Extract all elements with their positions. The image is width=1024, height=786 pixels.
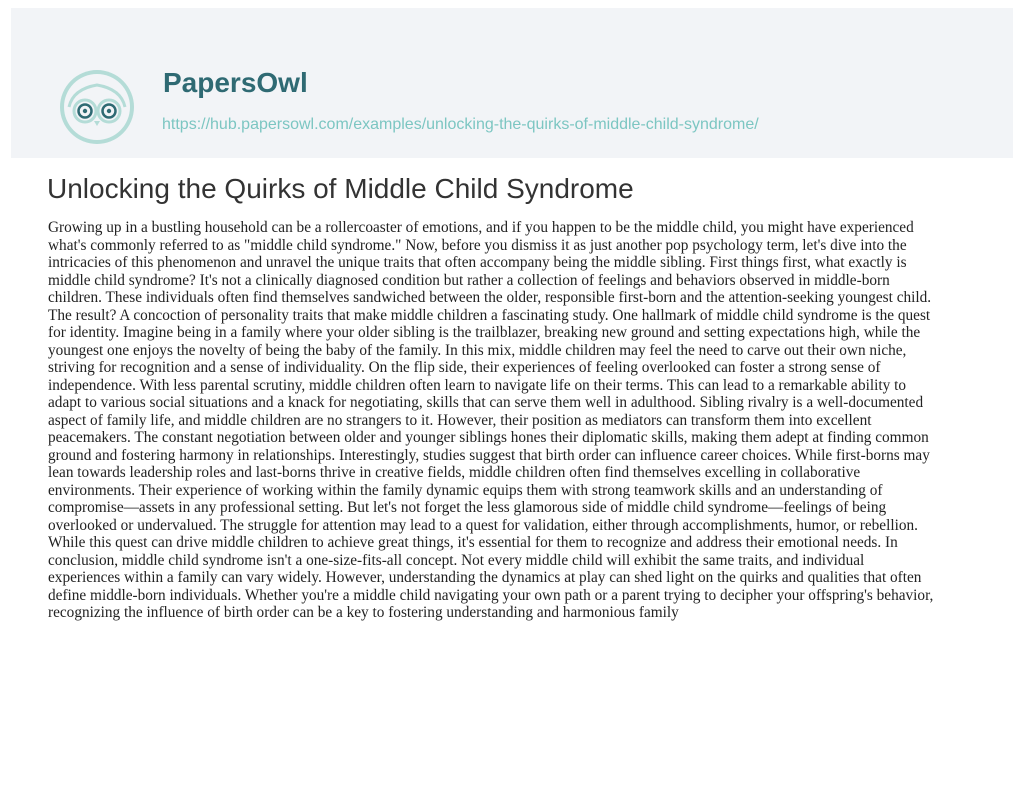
essay-line: for identity. Imagine being in a family where your older sibling is the trailblazer, breaking new ground and setting expectations high, while the — [48, 324, 921, 341]
essay-line: The result? A concoction of personality traits that make middle children a fascinating study. One hallmark of middle child syndrome is the quest — [48, 306, 931, 324]
owl-eyes-icon — [57, 67, 137, 147]
essay-line: middle child syndrome? It's not a clinically diagnosed condition but rather a collection of feelings and behaviors observed in middle-born — [48, 271, 890, 289]
essay-line: conclusion, middle child syndrome isn't a one-size-fits-all concept. Not every middle child will exhibit the same traits, and individual — [48, 551, 865, 569]
essay-line: adapt to various social situations and a knack for negotiating, skills that can serve them well in adulthood. Sibling rivalry is a well-documented — [48, 394, 924, 411]
essay-line: independence. With less parental scrutiny, middle children often learn to navigate life on their terms. This can lead to a remarkable ability to — [48, 376, 906, 394]
essay-line: peacemakers. The constant negotiation between older and younger siblings hones their diplomatic skills, making them adept at finding common — [48, 429, 929, 446]
essay-line: children. These individuals often find themselves sandwiched between the older, responsible first-born and the attention-seeking youngest child. — [48, 289, 932, 306]
brand-name: PapersOwl — [163, 67, 308, 98]
essay-line: While this quest can drive middle children to achieve great things, it's essential for them to recognize and address their emotional needs. In — [48, 534, 898, 551]
essay-line: environments. Their experience of working within the family dynamic equips them with strong teamwork skills and an understanding of — [48, 481, 883, 499]
essay-line: compromise—assets in any professional setting. But let's not forget the less glamorous side of middle child syndrome—feelings of being — [48, 499, 887, 516]
essay-line: aspect of family life, and middle children are no strangers to it. However, their position as mediators can transform them into excellent — [48, 411, 872, 429]
essay-line: experiences within a family can vary widely. However, understanding the dynamics at play can shed light on the quirks and qualities that often — [48, 569, 922, 586]
header-card — [11, 8, 1013, 158]
page-title: Unlocking the Quirks of Middle Child Syndrome — [47, 173, 634, 204]
essay-line: ground and fostering harmony in relationships. Interestingly, studies suggest that birth order can influence career choices. While first-borns may — [48, 446, 930, 464]
source-url-link[interactable]: https://hub.papersowl.com/examples/unlocking-the-quirks-of-middle-child-syndrome/ — [162, 116, 759, 133]
essay-body — [48, 219, 988, 622]
essay-line: youngest one enjoys the novelty of being the baby of the family. In this mix, middle children may feel the need to carve out their own niche, — [48, 341, 907, 359]
essay-line: intricacies of this phenomenon and unravel the unique traits that often accompany being the middle sibling. First things first, what exactly is — [48, 254, 907, 271]
essay-line: Growing up in a bustling household can be a rollercoaster of emotions, and if you happen to be the middle child, you might have experienced — [48, 219, 914, 236]
essay-line: what's commonly referred to as "middle child syndrome." Now, before you dismiss it as just another pop psychology term, let's dive into the — [48, 236, 907, 254]
essay-line: define middle-born individuals. Whether you're a middle child navigating your own path or a parent trying to decipher your offspring's behavior, — [48, 586, 934, 604]
essay-line: lean towards leadership roles and last-borns thrive in creative fields, middle children often find themselves excelling in collaborative — [48, 464, 861, 481]
essay-line: overlooked or undervalued. The struggle for attention may lead to a quest for validation, either through accomplishments, humor, or rebellion. — [48, 516, 918, 534]
essay-line: recognizing the influence of birth order can be a key to fostering understanding and harmonious family — [48, 604, 679, 621]
essay-line: striving for recognition and a sense of individuality. On the flip side, their experiences of feeling overlooked can foster a strong sense of — [48, 359, 881, 376]
